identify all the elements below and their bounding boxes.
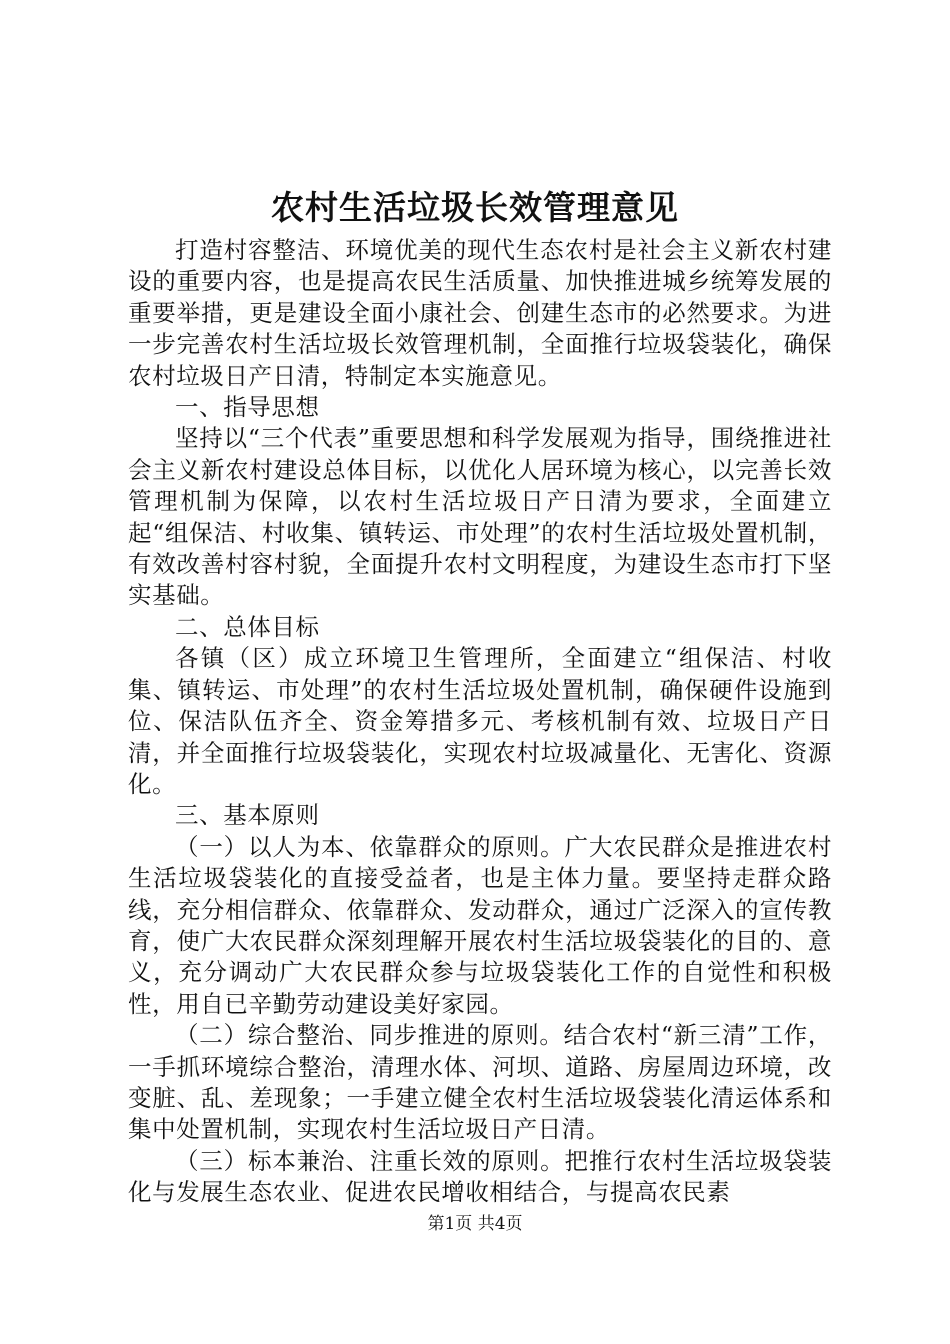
page-footer: 第1页 共4页 bbox=[427, 1214, 523, 1234]
section-heading-basic-principles: 三、基本原则 bbox=[175, 801, 320, 830]
overall-goal-paragraph: 各镇（区）成立环境卫生管理所，全面建立“组保洁、村收集、镇转运、市处理”的农村生活垃圾处置机制，确保硬件设施到位、保洁队伍齐全、资金筹措多元、考核机制有效、垃圾日产日清，并全面推行垃圾袋装化，实现农村垃圾减量化、无害化、资源化。 bbox=[128, 644, 832, 798]
section-heading-overall-goal: 二、总体目标 bbox=[175, 612, 320, 641]
document-title: 农村生活垃圾长效管理意见 bbox=[271, 188, 679, 227]
intro-paragraph: 打造村容整洁、环境优美的现代生态农村是社会主义新农村建设的重要内容，也是提高农民生活质量、加快推进城乡统筹发展的重要举措，更是建设全面小康社会、创建生态市的必然要求。为进一步完善农村生活垃圾长效管理机制，全面推行垃圾袋装化，确保农村垃圾日产日清，特制定本实施意见。 bbox=[128, 236, 832, 390]
document-body bbox=[128, 235, 832, 1209]
guiding-ideology-paragraph: 坚持以“三个代表”重要思想和科学发展观为指导，围绕推进社会主义新农村建设总体目标，以优化人居环境为核心，以完善长效管理机制为保障，以农村生活垃圾日产日清为要求，全面建立起“组保洁、村收集、镇转运、市处理”的农村生活垃圾处置机制，有效改善村容村貌，全面提升农村文明程度，为建设生态市打下坚实基础。 bbox=[128, 424, 832, 610]
principle-1-paragraph: （一）以人为本、依靠群众的原则。广大农民群众是推进农村生活垃圾袋装化的直接受益者，也是主体力量。要坚持走群众路线，充分相信群众、依靠群众、发动群众，通过广泛深入的宣传教育，使广大农民群众深刻理解开展农村生活垃圾袋装化的目的、意义，充分调动广大农民群众参与垃圾袋装化工作的自觉性和积极性，用自已辛勤劳动建设美好家园。 bbox=[128, 832, 832, 1018]
principle-3-paragraph: （三）标本兼治、注重长效的原则。把推行农村生活垃圾袋装化与发展生态农业、促进农民增收相结合，与提高农民素 bbox=[128, 1146, 832, 1207]
section-heading-guiding-ideology: 一、指导思想 bbox=[175, 393, 320, 422]
principle-2-paragraph: （二）综合整治、同步推进的原则。结合农村“新三清”工作，一手抓环境综合整治，清理水体、河坝、道路、房屋周边环境，改变脏、乱、差现象；一手建立健全农村生活垃圾袋装化清运体系和集中处置机制，实现农村生活垃圾日产日清。 bbox=[128, 1021, 832, 1144]
